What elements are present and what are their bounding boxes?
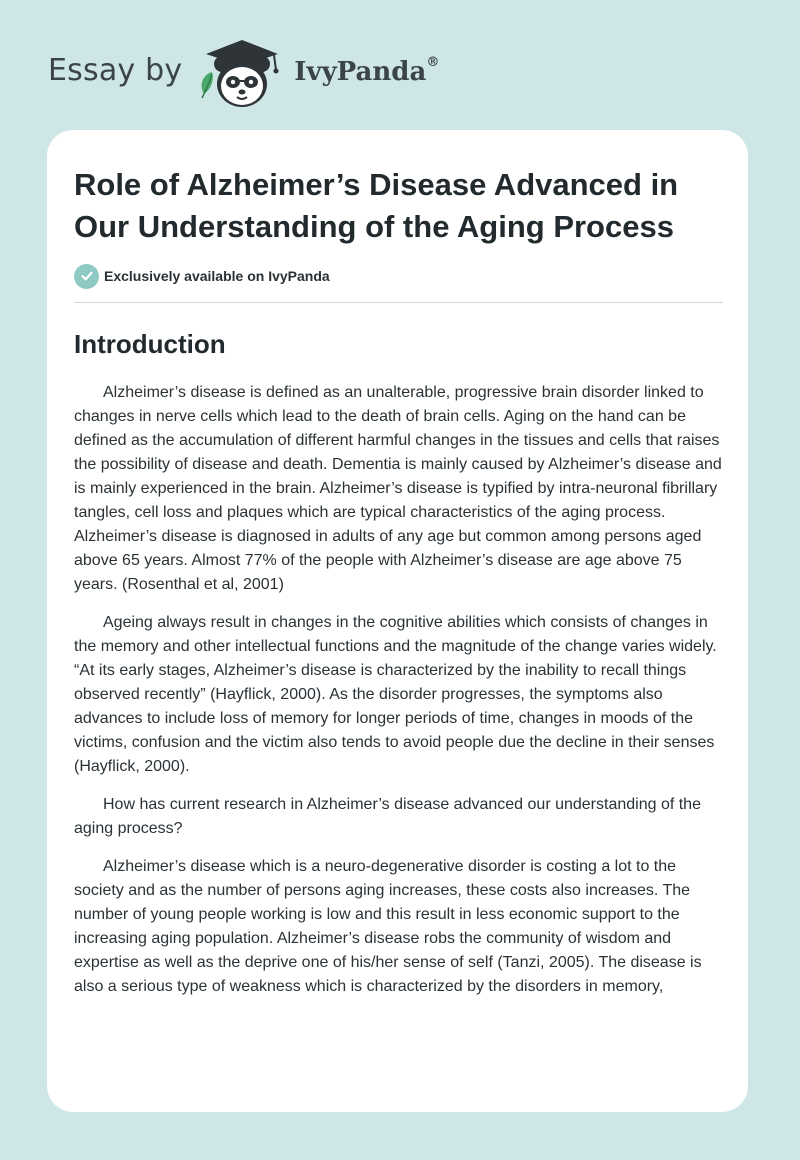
divider xyxy=(74,302,723,303)
check-circle-icon xyxy=(74,264,99,289)
panda-graduate-logo-icon xyxy=(196,34,288,114)
brand-prefix: Essay by xyxy=(48,52,183,88)
paragraph: How has current research in Alzheimer’s disease advanced our understanding of the aging process? xyxy=(74,796,701,837)
paragraph: Alzheimer’s disease is defined as an unalterable, progressive brain disorder linked to changes in nerve cells which lead to the death of brain cells. Aging on the hand can be defined as the accumulation of different harmful changes in the tissues and cells that raises the possibility of disease and death. Dementia is mainly caused by Alzheimer’s disease and is mainly experienced in the brain. Alzheimer’s disease is typified by intra-neuronal fibrillary tangles, cell loss and plaques which are typical characteristics of the aging process. Alzheimer’s disease is diagnosed in adults of any age but common among persons aged above 65 years. Almost 77% of the people with Alzheimer’s disease are age above 75 years. (Rosenthal et al, 2001) xyxy=(74,384,722,593)
exclusive-badge xyxy=(74,262,722,290)
essay-title: Role of Alzheimer’s Disease Advanced in Our Understanding of the Aging Process xyxy=(74,167,679,244)
brand-name: IvyPanda® xyxy=(294,55,440,87)
paragraph: Ageing always result in changes in the cognitive abilities which consists of changes in the memory and other intellectual functions and the magnitude of the change varies widely. “At its early stages, Alzheimer’s disease is characterized by the inability to recall things observed recently” (Hayflick, 2000). As the disorder progresses, the symptoms also advances to include loss of memory for longer periods of time, changes in moods of the victims, confusion and the victim also tends to avoid people due the decline in their senses (Hayflick, 2000). xyxy=(74,614,717,775)
essay-card xyxy=(47,130,748,1112)
brand-header[interactable] xyxy=(48,34,439,114)
paragraph: Alzheimer’s disease which is a neuro-degenerative disorder is costing a lot to the society and as the number of persons aging increases, these costs also increases. The number of young people working is low and this result in less economic support to the increasing aging population. Alzheimer’s disease robs the community of wisdom and expertise as well as the deprive one of his/her sense of self (Tanzi, 2005). The disease is also a serious type of weakness which is characterized by the disorders in memory, xyxy=(74,858,702,995)
exclusive-label: Exclusively available on IvyPanda xyxy=(104,268,330,284)
section-heading: Introduction xyxy=(74,329,226,359)
essay-body xyxy=(74,381,722,999)
